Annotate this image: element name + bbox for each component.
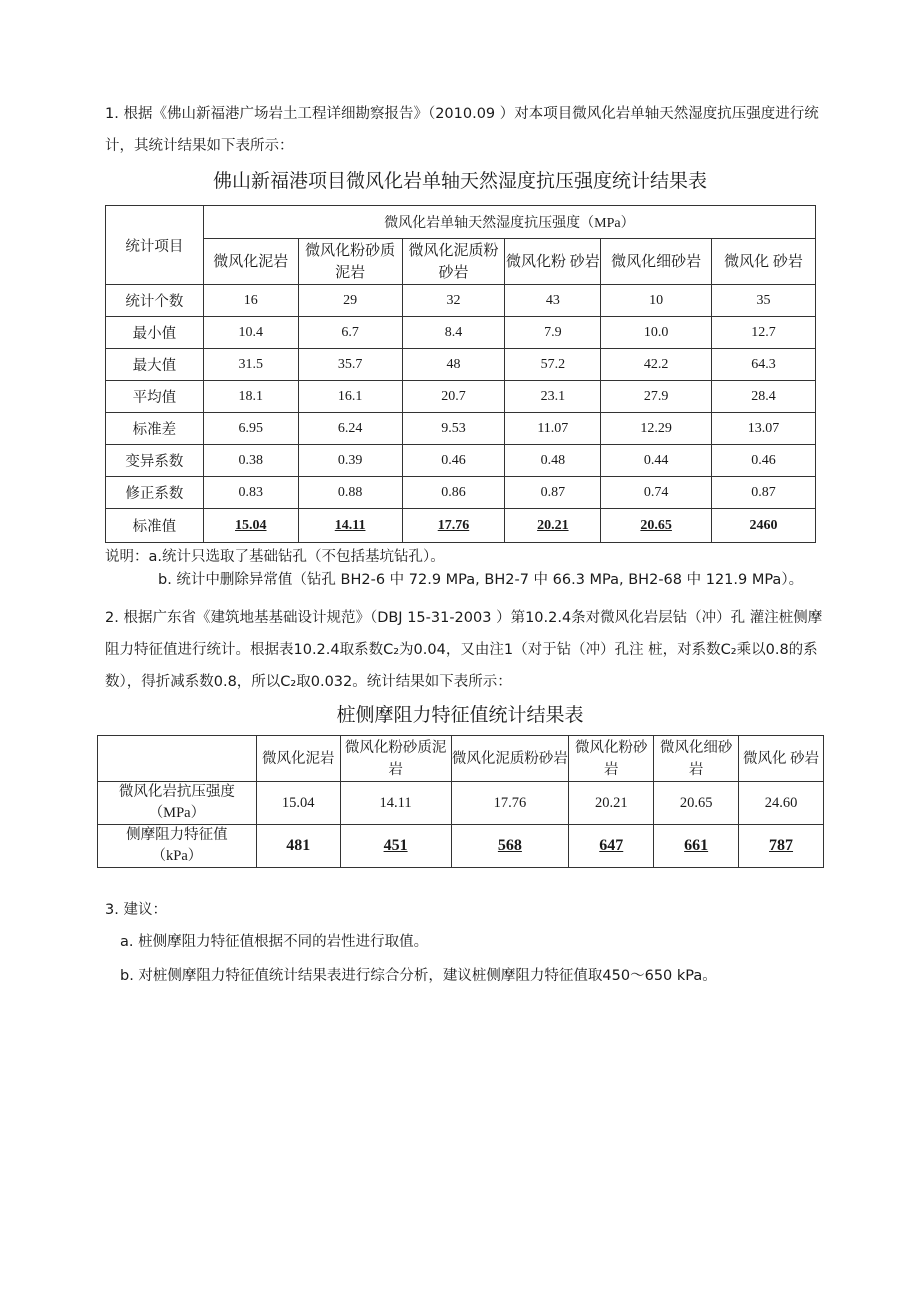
table1-cell: 0.39 [298, 445, 402, 477]
table2-title: 桩侧摩阻力特征值统计结果表 [336, 704, 584, 726]
table1-cell: 43 [505, 285, 601, 317]
table1-corner-cell: 统计项目 [106, 206, 204, 285]
table1-cell: 6.95 [203, 413, 298, 445]
table1-cell: 10 [601, 285, 712, 317]
table2-col-header: 微风化粉砂岩 [569, 736, 654, 782]
table1-row [106, 285, 816, 317]
table1-cell: 0.86 [402, 477, 505, 509]
table1-col-header: 微风化泥岩 [203, 239, 298, 285]
section2-paragraph: 2. 根据广东省《建筑地基基础设计规范》（DBJ 15-31-2003 ）第10.2.4条对微风化岩层钻（冲）孔 灌注桩侧摩阻力特征值进行统计。根据表10.2.4取系数C₂为0.04，又由注1（对于钻（冲）孔注 桩，对系数C₂乘以0.8的系数），得折减系数0.8，所以C₂取0.032。统计结果如下表所示： [105, 610, 823, 690]
table2-cell: 14.11 [340, 782, 451, 825]
table1-row [106, 509, 816, 543]
table1-row-label: 统计个数 [106, 285, 204, 317]
table1-row [106, 477, 816, 509]
table1-cell: 12.7 [712, 317, 816, 349]
table2-row-label [98, 782, 257, 825]
table1-cell: 12.29 [601, 413, 712, 445]
table1-row [106, 381, 816, 413]
table1-cell: 16.1 [298, 381, 402, 413]
table1-cell: 35 [712, 285, 816, 317]
table2-row-label-line2: （MPa） [148, 805, 206, 821]
table2-col-header: 微风化 砂岩 [739, 736, 824, 782]
table1-cell: 28.4 [712, 381, 816, 413]
table1-col-header: 微风化 砂岩 [712, 239, 816, 285]
table2-col-header: 微风化细砂岩 [654, 736, 739, 782]
table1-cell: 35.7 [298, 349, 402, 381]
table2-corner-cell [98, 736, 257, 782]
table2-row-strength [98, 782, 824, 825]
table1-cell: 20.7 [402, 381, 505, 413]
table2-cell: 647 [569, 825, 654, 868]
table1-row-label: 修正系数 [106, 477, 204, 509]
table1-cell: 17.76 [402, 509, 505, 543]
table1-note-a: 说明：a.统计只选取了基础钻孔（不包括基坑钻孔）。 [105, 549, 445, 565]
table2 [97, 735, 824, 868]
table2-cell: 568 [451, 825, 569, 868]
table1 [105, 205, 816, 543]
table1-title: 佛山新福港项目微风化岩单轴天然湿度抗压强度统计结果表 [212, 170, 707, 192]
table1-cell: 20.21 [505, 509, 601, 543]
table1-cell: 48 [402, 349, 505, 381]
table1-body [106, 285, 816, 543]
table2-cell: 481 [256, 825, 340, 868]
table1-cell: 6.7 [298, 317, 402, 349]
table1-row [106, 413, 816, 445]
table1-cell: 0.87 [712, 477, 816, 509]
table1-cell: 20.65 [601, 509, 712, 543]
table2-cell: 24.60 [739, 782, 824, 825]
table1-cell: 7.9 [505, 317, 601, 349]
table1-cell: 2460 [712, 509, 816, 543]
table1-cell: 64.3 [712, 349, 816, 381]
table2-cell: 787 [739, 825, 824, 868]
table1-row-label: 标准差 [106, 413, 204, 445]
table1-cell: 0.46 [712, 445, 816, 477]
table1-col-header: 微风化粉砂质泥岩 [298, 239, 402, 285]
table1-row [106, 317, 816, 349]
table1-cell: 10.4 [203, 317, 298, 349]
table1-cell: 15.04 [203, 509, 298, 543]
table1-cell: 32 [402, 285, 505, 317]
table1-cell: 10.0 [601, 317, 712, 349]
table1-cell: 8.4 [402, 317, 505, 349]
table1-cell: 0.46 [402, 445, 505, 477]
table1-cell: 0.48 [505, 445, 601, 477]
table1-cell: 23.1 [505, 381, 601, 413]
table2-cell: 15.04 [256, 782, 340, 825]
table1-col-header: 微风化细砂岩 [601, 239, 712, 285]
table1-row-label: 最大值 [106, 349, 204, 381]
table1-cell: 14.11 [298, 509, 402, 543]
table1-cell: 0.83 [203, 477, 298, 509]
section1-paragraph: 1. 根据《佛山新福港广场岩土工程详细勘察报告》（2010.09 ）对本项目微风化岩单轴天然湿度抗压强度进行统计，其统计结果如下表所示： [105, 106, 819, 154]
table1-cell: 6.24 [298, 413, 402, 445]
table2-row-label-line2: （kPa） [151, 848, 203, 864]
table1-row-label: 平均值 [106, 381, 204, 413]
section3-heading: 3. 建议： [105, 902, 167, 918]
table1-cell: 13.07 [712, 413, 816, 445]
table1-cell: 16 [203, 285, 298, 317]
table1-col-header: 微风化泥质粉砂岩 [402, 239, 505, 285]
table1-row [106, 445, 816, 477]
table2-col-header: 微风化粉砂质泥岩 [340, 736, 451, 782]
section3-item-a: a. 桩侧摩阻力特征值根据不同的岩性进行取值。 [120, 934, 429, 950]
table2-cell: 17.76 [451, 782, 569, 825]
table2-cell: 661 [654, 825, 739, 868]
table2-cell: 451 [340, 825, 451, 868]
table2-cell: 20.65 [654, 782, 739, 825]
table1-cell: 0.38 [203, 445, 298, 477]
table1-row [106, 349, 816, 381]
table1-cell: 29 [298, 285, 402, 317]
table1-note-b: b. 统计中删除异常值（钻孔 BH2-6 中 72.9 MPa, BH2-7 中 66.3 MPa, BH2-68 中 121.9 MPa）。 [158, 572, 804, 588]
section3-item-b: b. 对桩侧摩阻力特征值统计结果表进行综合分析，建议桩侧摩阻力特征值取450〜650 kPa。 [120, 968, 717, 984]
table1-cell: 9.53 [402, 413, 505, 445]
table1-cell: 31.5 [203, 349, 298, 381]
table1-cell: 27.9 [601, 381, 712, 413]
table1-row-label: 变异系数 [106, 445, 204, 477]
table1-row-label: 标准值 [106, 509, 204, 543]
table1-cell: 0.44 [601, 445, 712, 477]
table1-row-label: 最小值 [106, 317, 204, 349]
table2-row-label [98, 825, 257, 868]
table2-row-friction [98, 825, 824, 868]
table2-row-label-line1: 侧摩阻力特征值 [126, 827, 228, 843]
table1-group-header: 微风化岩单轴天然湿度抗压强度（MPa） [203, 206, 815, 239]
table2-col-header: 微风化泥岩 [256, 736, 340, 782]
table1-cell: 11.07 [505, 413, 601, 445]
table2-row-label-line1: 微风化岩抗压强度 [118, 784, 235, 800]
table1-cell: 0.87 [505, 477, 601, 509]
table1-col-header: 微风化粉 砂岩 [505, 239, 601, 285]
table1-cell: 57.2 [505, 349, 601, 381]
table1-cell: 42.2 [601, 349, 712, 381]
table2-cell: 20.21 [569, 782, 654, 825]
table2-col-header: 微风化泥质粉砂岩 [451, 736, 569, 782]
table1-cell: 0.88 [298, 477, 402, 509]
table1-cell: 0.74 [601, 477, 712, 509]
table1-cell: 18.1 [203, 381, 298, 413]
